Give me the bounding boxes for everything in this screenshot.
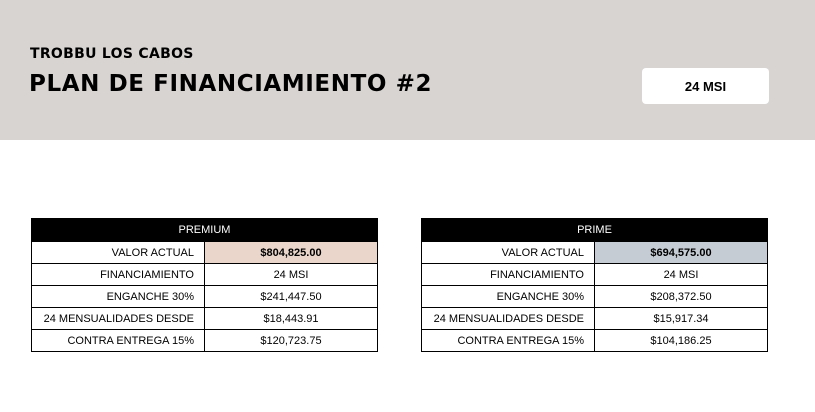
row-value: 24 MSI (205, 264, 378, 286)
table-row (32, 264, 378, 286)
table-row (422, 330, 768, 352)
table-row (422, 308, 768, 330)
row-label: VALOR ACTUAL (32, 242, 205, 264)
row-label: FINANCIAMIENTO (32, 264, 205, 286)
row-label: 24 MENSUALIDADES DESDE (32, 308, 205, 330)
table-row (32, 286, 378, 308)
table-row (422, 286, 768, 308)
row-value: $120,723.75 (205, 330, 378, 352)
row-value: $15,917.34 (595, 308, 768, 330)
row-value: $804,825.00 (205, 242, 378, 264)
page-title: PLAN DE FINANCIAMIENTO #2 (29, 71, 433, 97)
header-banner (0, 0, 815, 140)
row-value: $241,447.50 (205, 286, 378, 308)
premium-table (31, 218, 378, 352)
table-title: PREMIUM (32, 219, 378, 242)
row-label: CONTRA ENTREGA 15% (422, 330, 595, 352)
row-label: ENGANCHE 30% (422, 286, 595, 308)
financing-badge: 24 MSI (642, 68, 769, 104)
row-label: ENGANCHE 30% (32, 286, 205, 308)
row-value: 24 MSI (595, 264, 768, 286)
row-value: $694,575.00 (595, 242, 768, 264)
row-label: 24 MENSUALIDADES DESDE (422, 308, 595, 330)
table-title: PRIME (422, 219, 768, 242)
row-value: $208,372.50 (595, 286, 768, 308)
row-label: CONTRA ENTREGA 15% (32, 330, 205, 352)
row-label: FINANCIAMIENTO (422, 264, 595, 286)
row-value: $18,443.91 (205, 308, 378, 330)
row-label: VALOR ACTUAL (422, 242, 595, 264)
table-row (32, 308, 378, 330)
prime-table (421, 218, 768, 352)
table-row (422, 242, 768, 264)
table-row (422, 264, 768, 286)
row-value: $104,186.25 (595, 330, 768, 352)
project-name: TROBBU LOS CABOS (30, 46, 194, 62)
table-row (32, 242, 378, 264)
table-row (32, 330, 378, 352)
